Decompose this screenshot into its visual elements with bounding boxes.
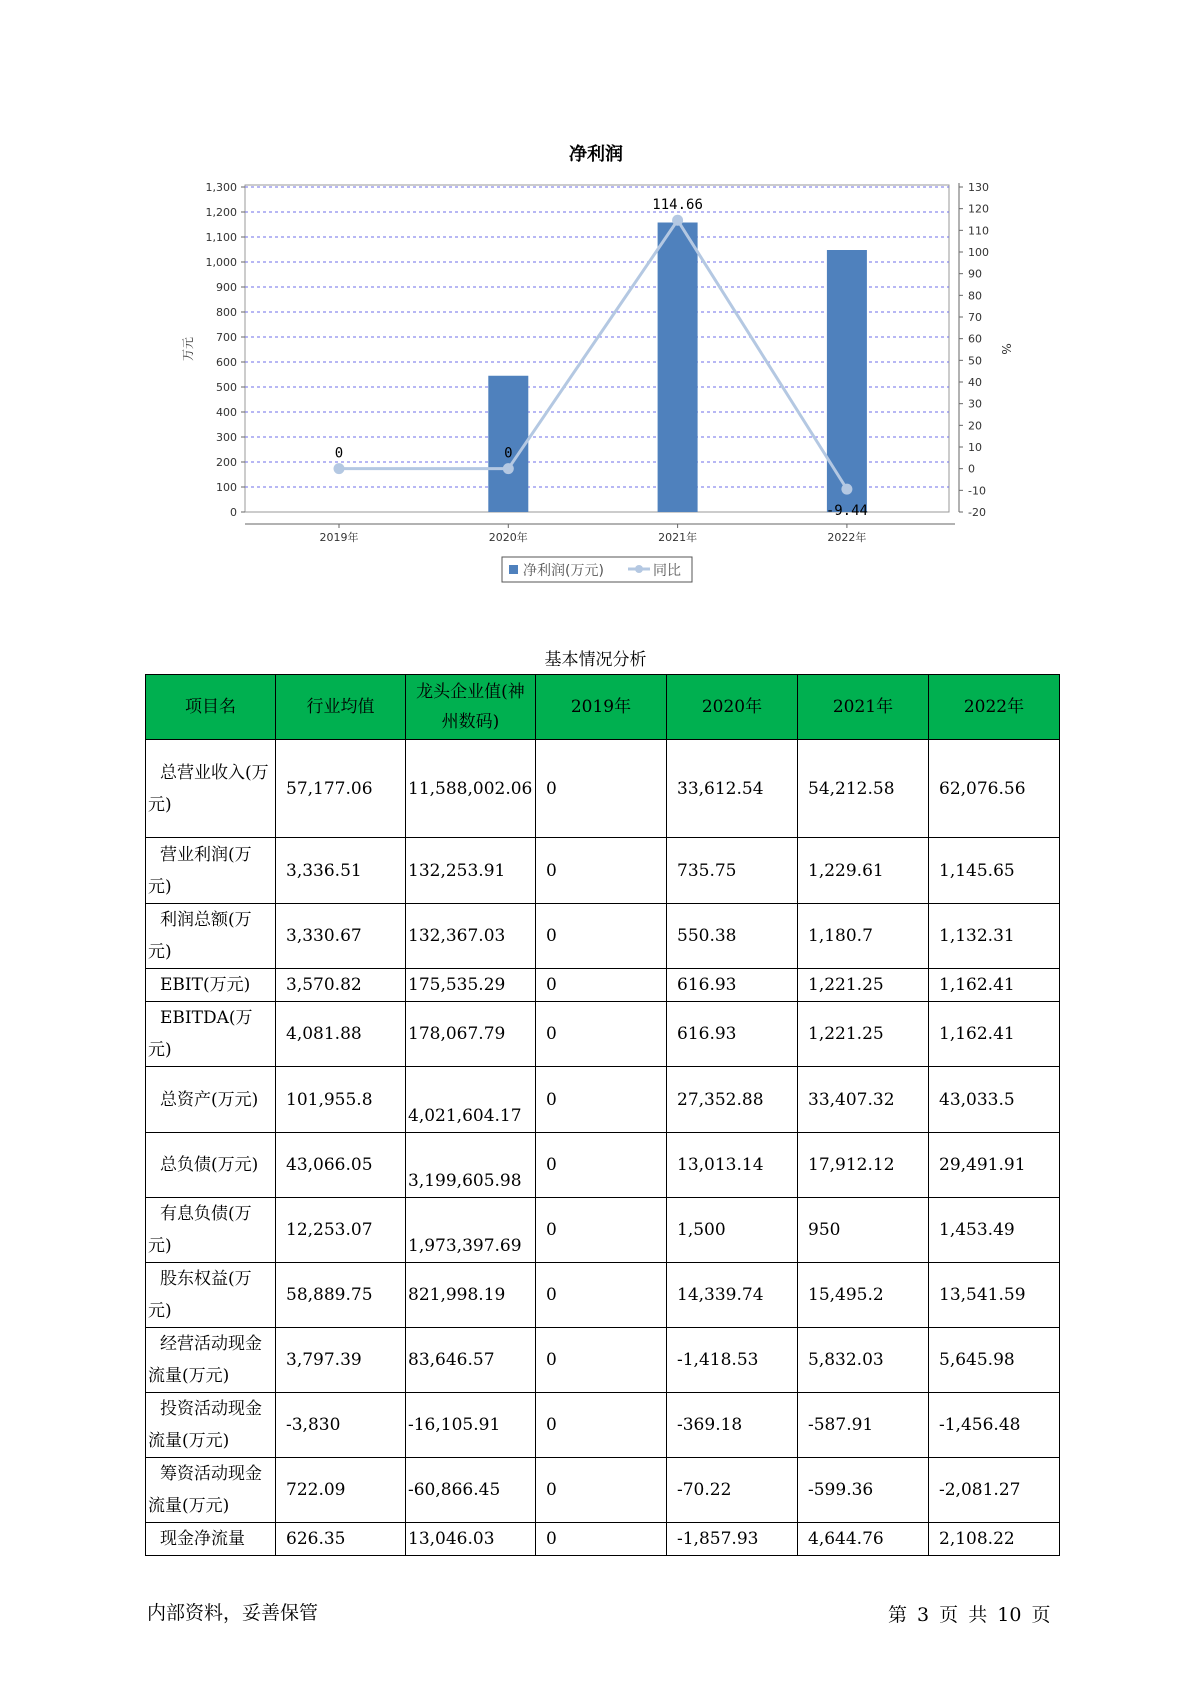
table-cell: 550.38 [667,904,798,969]
data-label-yoy: -9.44 [825,503,868,520]
table-cell: 13,541.59 [929,1263,1060,1328]
table-cell: 0 [536,740,667,838]
table-cell: 3,797.39 [276,1328,406,1393]
table-header-row [146,675,1060,740]
table-cell: 1,453.49 [929,1198,1060,1263]
legend-net-profit-label: 净利润(万元) [523,563,604,579]
basic-analysis-table [145,674,1060,1556]
table-row [146,969,1060,1002]
table-cell: 1,973,397.69 [406,1198,536,1263]
y-left-tick-label: 300 [216,431,237,444]
table-cell: -599.36 [798,1458,929,1523]
y-left-axis-label: 万元 [181,336,195,362]
header-2019: 2019年 [536,675,667,740]
table-cell: 0 [536,838,667,904]
y-right-tick-label: 0 [968,462,975,476]
y-left-tick-label: 0 [230,506,237,519]
y-right-tick-label: -10 [968,484,986,498]
table-cell: 0 [536,1133,667,1198]
legend-line-marker [635,565,643,573]
y-right-tick-label: 70 [968,311,982,324]
table-cell: 0 [536,1002,667,1067]
table-cell: 0 [536,1067,667,1133]
row-label-cell: EBIT(万元) [146,969,276,1002]
table-cell: 11,588,002.06 [406,740,536,838]
table-cell: 0 [536,1263,667,1328]
table-cell: 0 [536,1458,667,1523]
y-left-tick-label: 1,000 [205,256,237,269]
row-label-cell: 总资产(万元) [146,1067,276,1133]
net-profit-chart-svg [0,0,1191,600]
row-label-cell: 总负债(万元) [146,1133,276,1198]
table-cell: -3,830 [276,1393,406,1458]
table-cell: 29,491.91 [929,1133,1060,1198]
table-row [146,1002,1060,1067]
table-cell: -369.18 [667,1393,798,1458]
table-cell: 175,535.29 [406,969,536,1002]
y-right-tick-label: -20 [968,506,986,519]
table-cell: 5,645.98 [929,1328,1060,1393]
table-row [146,1458,1060,1523]
y-left-tick-label: 400 [216,406,237,419]
x-tick-label: 2020年 [488,531,528,544]
y-right-tick-label: 20 [968,419,982,433]
y-right-axis-label: % [999,343,1013,355]
table-cell: 3,570.82 [276,969,406,1002]
y-right-tick-label: 80 [968,289,982,303]
y-right-tick-label: 130 [968,181,989,194]
net-profit-chart [0,0,1191,600]
table-cell: 1,221.25 [798,969,929,1002]
table-row [146,838,1060,904]
y-left-tick-label: 500 [216,381,237,394]
table-row [146,1198,1060,1263]
table-cell: 132,367.03 [406,904,536,969]
y-left-tick-label: 600 [216,356,237,369]
table-cell: 0 [536,1523,667,1556]
row-label-cell: 筹资活动现金流量(万元) [146,1458,276,1523]
table-cell: 33,612.54 [667,740,798,838]
y-left-tick-label: 100 [216,481,237,494]
table-cell: 4,021,604.17 [406,1067,536,1133]
table-cell: -587.91 [798,1393,929,1458]
header-2022: 2022年 [929,675,1060,740]
table-cell: 58,889.75 [276,1263,406,1328]
table-cell: 1,500 [667,1198,798,1263]
y-right-tick-label: 110 [968,224,989,238]
table-cell: 83,646.57 [406,1328,536,1393]
y-right-tick-label: 30 [968,397,982,411]
point-yoy [334,463,345,474]
y-right-tick-label: 50 [968,354,982,368]
table-cell: 17,912.12 [798,1133,929,1198]
chart-title: 净利润 [569,144,623,165]
y-right-tick-label: 120 [968,202,989,216]
table-cell: -1,456.48 [929,1393,1060,1458]
y-left-tick-label: 700 [216,331,237,344]
y-left-tick-label: 800 [216,306,237,319]
row-label-cell: 投资活动现金流量(万元) [146,1393,276,1458]
header-leader-value: 龙头企业值(神州数码) [406,675,536,740]
y-right-tick-label: 60 [968,332,982,346]
x-tick-label: 2022年 [827,531,867,544]
y-right-tick-label: 90 [968,267,982,281]
table-row [146,1067,1060,1133]
row-label-cell: 营业利润(万元) [146,838,276,904]
y-right-tick-label: 10 [968,441,982,454]
table-cell: 101,955.8 [276,1067,406,1133]
table-cell: 43,066.05 [276,1133,406,1198]
table-cell: 616.93 [667,1002,798,1067]
table-cell: 950 [798,1198,929,1263]
row-label-cell: 经营活动现金流量(万元) [146,1328,276,1393]
data-label-yoy: 114.66 [652,197,703,214]
table-cell: 54,212.58 [798,740,929,838]
table-row [146,904,1060,969]
table-cell: 3,199,605.98 [406,1133,536,1198]
table-cell: 1,132.31 [929,904,1060,969]
data-label-yoy: 0 [504,445,513,462]
header-item-name: 项目名 [146,675,276,740]
table-cell: -1,857.93 [667,1523,798,1556]
table-cell: 27,352.88 [667,1067,798,1133]
table-cell: 14,339.74 [667,1263,798,1328]
table-cell: 821,998.19 [406,1263,536,1328]
table-row [146,1393,1060,1458]
footer-page-number: 第 3 页 共 10 页 [888,1604,1051,1626]
table-cell: 0 [536,1198,667,1263]
footer-confidential-note: 内部资料，妥善保管 [147,1602,319,1624]
row-label-cell: 总营业收入(万元) [146,740,276,838]
table-cell: 626.35 [276,1523,406,1556]
row-label-cell: EBITDA(万元) [146,1002,276,1067]
table-cell: 3,336.51 [276,838,406,904]
table-cell: 616.93 [667,969,798,1002]
header-2020: 2020年 [667,675,798,740]
x-tick-label: 2019年 [319,531,359,544]
header-industry-avg: 行业均值 [276,675,406,740]
table-cell: 735.75 [667,838,798,904]
table-cell: 5,832.03 [798,1328,929,1393]
table-row [146,1133,1060,1198]
table-cell: 1,229.61 [798,838,929,904]
table-row [146,1523,1060,1556]
table-cell: 0 [536,969,667,1002]
table-cell: -70.22 [667,1458,798,1523]
row-label-cell: 股东权益(万元) [146,1263,276,1328]
x-tick-label: 2021年 [658,531,698,544]
table-row [146,1328,1060,1393]
table-cell: 4,081.88 [276,1002,406,1067]
table-cell: 1,221.25 [798,1002,929,1067]
table-cell: 1,162.41 [929,1002,1060,1067]
bar-net-profit [488,376,528,512]
bar-net-profit [827,250,867,512]
table-cell: 13,013.14 [667,1133,798,1198]
table-cell: 0 [536,1393,667,1458]
table-cell: 13,046.03 [406,1523,536,1556]
y-right-tick-label: 40 [968,376,982,389]
point-yoy [503,463,514,474]
table-cell: 132,253.91 [406,838,536,904]
table-cell: 15,495.2 [798,1263,929,1328]
y-left-tick-label: 900 [216,281,237,294]
row-label-cell: 现金净流量 [146,1523,276,1556]
point-yoy [672,215,683,226]
table-cell: 4,644.76 [798,1523,929,1556]
table-cell: 3,330.67 [276,904,406,969]
table-row [146,740,1060,838]
table-caption: 基本情况分析 [544,650,647,670]
bar-net-profit [658,223,698,513]
table-row [146,1263,1060,1328]
table-cell: 178,067.79 [406,1002,536,1067]
table-cell: 1,145.65 [929,838,1060,904]
line-yoy [339,220,847,489]
table-body [146,740,1060,1556]
table-cell: 1,180.7 [798,904,929,969]
table-cell: -60,866.45 [406,1458,536,1523]
table-cell: 2,108.22 [929,1523,1060,1556]
row-label-cell: 有息负债(万元) [146,1198,276,1263]
y-left-tick-label: 1,200 [205,206,237,219]
point-yoy [841,484,852,495]
y-right-tick-label: 100 [968,246,989,259]
table-cell: 0 [536,1328,667,1393]
table-cell: -1,418.53 [667,1328,798,1393]
table-cell: -16,105.91 [406,1393,536,1458]
table-cell: 57,177.06 [276,740,406,838]
table-cell: 43,033.5 [929,1067,1060,1133]
y-left-tick-label: 200 [216,456,237,469]
table-cell: 33,407.32 [798,1067,929,1133]
y-left-tick-label: 1,100 [205,231,237,244]
table-cell: 62,076.56 [929,740,1060,838]
y-left-tick-label: 1,300 [205,181,237,194]
legend-yoy-label: 同比 [653,563,681,579]
row-label-cell: 利润总额(万元) [146,904,276,969]
data-label-yoy: 0 [334,445,344,462]
table-cell: 722.09 [276,1458,406,1523]
table-cell: -2,081.27 [929,1458,1060,1523]
header-2021: 2021年 [798,675,929,740]
table-cell: 1,162.41 [929,969,1060,1002]
table-cell: 12,253.07 [276,1198,406,1263]
legend-bar-swatch [509,565,518,574]
table-cell: 0 [536,904,667,969]
